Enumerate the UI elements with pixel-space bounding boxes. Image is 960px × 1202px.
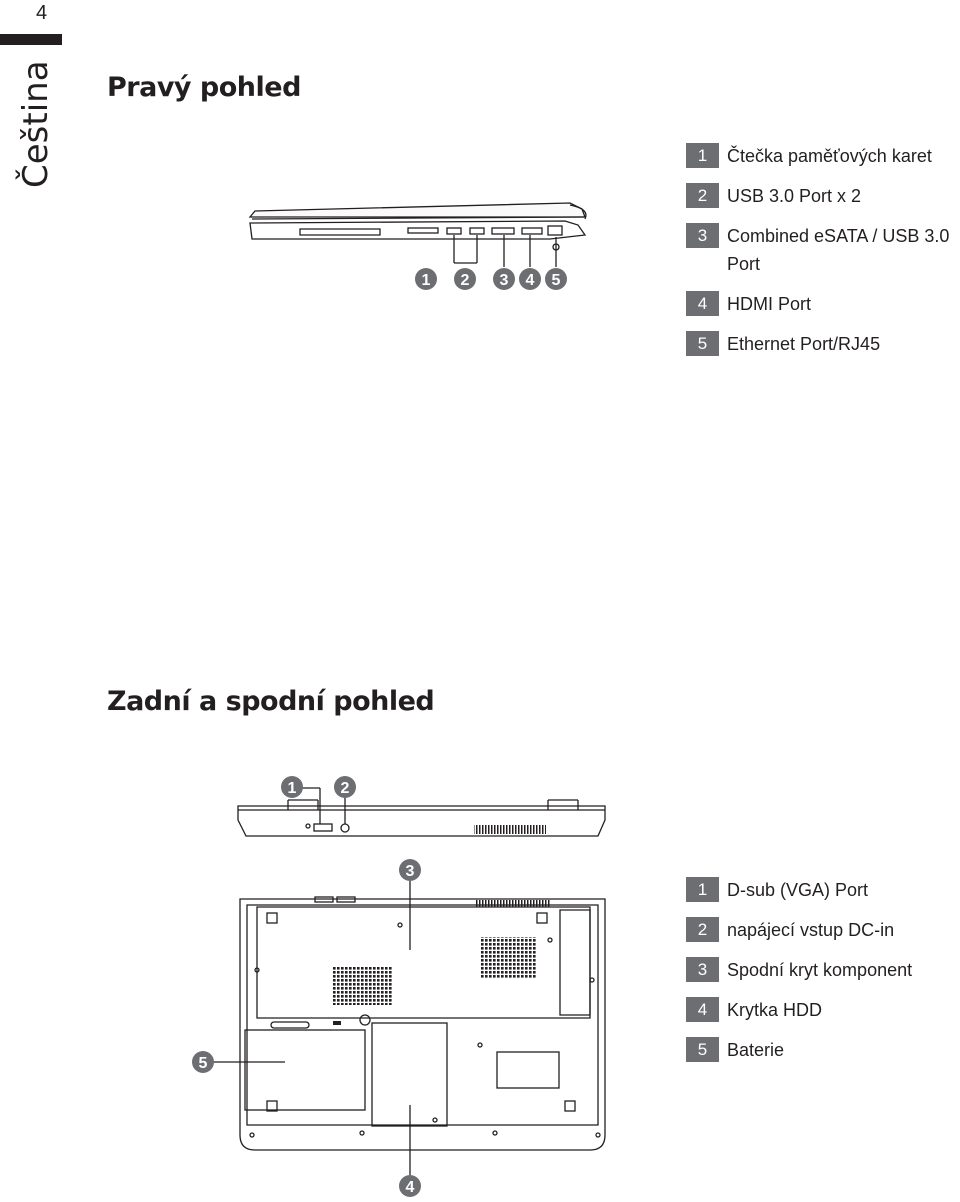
- legend-badge: 3: [686, 223, 719, 248]
- right-view-callouts: [415, 268, 567, 290]
- callout-2-label: 2: [460, 272, 470, 289]
- callout-5-label: 5: [551, 272, 561, 289]
- legend-item: [686, 182, 956, 210]
- callout-3-label: 3: [499, 272, 509, 289]
- legend-label: Spodní kryt komponent: [727, 960, 913, 980]
- right-view-legend: [686, 142, 956, 370]
- legend-label: D-sub (VGA) Port: [727, 880, 869, 900]
- legend-item: [686, 142, 956, 170]
- legend-item: [686, 916, 956, 944]
- legend-badge: 3: [686, 957, 719, 982]
- legend-label: Baterie: [727, 1040, 785, 1060]
- legend-item: [686, 876, 956, 904]
- page-number: 4: [36, 2, 48, 24]
- callout-4-label: 4: [525, 272, 535, 289]
- legend-badge: 5: [686, 1037, 719, 1062]
- legend-label: napájecí vstup DC-in: [727, 920, 895, 940]
- legend-label: Krytka HDD: [727, 1000, 823, 1020]
- legend-badge: 4: [686, 291, 719, 316]
- legend-label: USB 3.0 Port x 2: [727, 186, 862, 206]
- callout-2-label: 2: [340, 780, 350, 797]
- bottom-view-illustration: [185, 855, 615, 1200]
- right-view-illustration: [240, 195, 600, 305]
- rear-bottom-view-legend: [686, 876, 956, 1076]
- legend-label: Combined eSATA / USB 3.0 Port: [727, 226, 950, 274]
- section-title-right-view: Pravý pohled: [107, 72, 301, 103]
- legend-item: [686, 290, 956, 318]
- legend-item: [686, 1036, 956, 1064]
- legend-item: [686, 222, 956, 278]
- legend-badge: 1: [686, 877, 719, 902]
- callout-1-label: 1: [421, 272, 431, 289]
- callout-5-label: 5: [198, 1055, 208, 1072]
- legend-label: Čtečka paměťových karet: [727, 146, 932, 166]
- rear-view-illustration: [230, 770, 620, 850]
- language-tab: Čeština: [16, 60, 56, 188]
- legend-badge: 2: [686, 917, 719, 942]
- legend-label: HDMI Port: [727, 294, 812, 314]
- legend-badge: 4: [686, 997, 719, 1022]
- legend-item: [686, 996, 956, 1024]
- legend-badge: 1: [686, 143, 719, 168]
- legend-badge: 5: [686, 331, 719, 356]
- callout-1-label: 1: [287, 780, 297, 797]
- legend-label: Ethernet Port/RJ45: [727, 334, 881, 354]
- section-title-rear-bottom-view: Zadní a spodní pohled: [107, 686, 435, 717]
- callout-3-label: 3: [405, 863, 415, 880]
- legend-item: [686, 330, 956, 358]
- legend-badge: 2: [686, 183, 719, 208]
- legend-item: [686, 956, 956, 984]
- callout-4-label: 4: [405, 1179, 415, 1196]
